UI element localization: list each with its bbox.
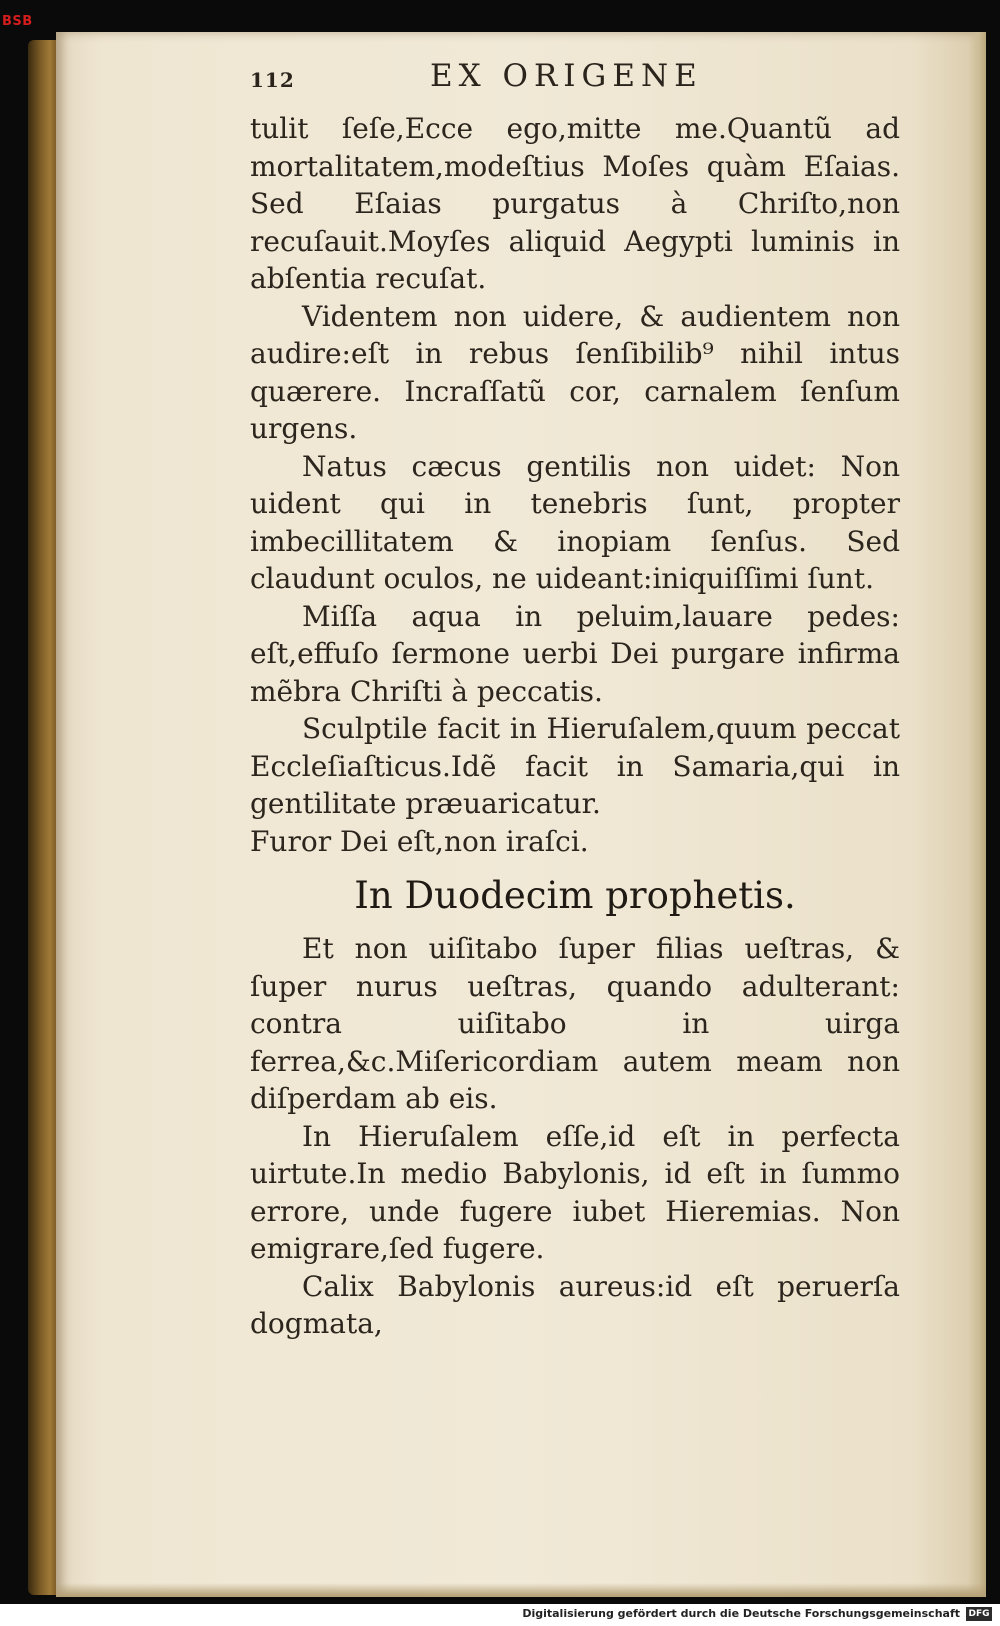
paragraph-6: Furor Dei eſt,non iraſci. [250,824,589,858]
paragraph-1: tulit ſeſe,Ecce ego,mitte me.Quantũ ad mortalitatem,modeſtius Moſes quàm Eſaias. Sed Eſaias purgatus à Chriſto,non recuſauit.Moyſes aliquid Aegypti luminis in abſentia recuſat. [250,112,900,295]
page-number: 112 [250,68,295,92]
page-edge-right [968,32,986,1597]
footer-bar [0,1604,1000,1626]
bsb-logo: BSB [2,14,33,29]
body-text [250,110,900,1343]
dfg-logo: DFG [966,1607,992,1621]
section-heading: In Duodecim prophetis. [354,874,796,917]
page-header [250,58,890,98]
paragraph-8: In Hieruſalem eſſe,id eſt in perfecta uirtute.In medio Babylonis, id eſt in ſummo errore, unde fugere iubet Hieremias. Non emigrare,ſed fugere. [250,1119,900,1265]
paragraph-5: Sculptile facit in Hieruſalem,quum peccat Eccleſiaſticus.Idẽ facit in Samaria,qui in gentilitate præuaricatur. [250,712,900,820]
paragraph-7: Et non uiſitabo ſuper filias ueſtras, & ſuper nurus ueſtras, quando adulterant: contra uiſitabo in uirga ferrea,&c.Miſericordiam autem meam non diſperdam ab eis. [250,932,900,1115]
paragraph-4: Miſſa aqua in peluim,lauare pedes: eſt,effuſo ſermone uerbi Dei purgare infirma mẽbra Chriſti à peccatis. [250,599,900,708]
page-edge-bottom [56,1583,986,1597]
paragraph-3: Natus cæcus gentilis non uidet: Non uident qui in tenebris ſunt, propter imbecillitatem & inopiam ſenſus. Sed claudunt oculos, ne uideant:iniquiſſimi ſunt. [250,449,900,595]
paragraph-9 [250,1268,900,1343]
funding-credit: Digitalisierung gefördert durch die Deutsche Forschungsgemeinschaft [522,1607,960,1620]
running-head: EX ORIGENE [430,58,703,94]
paragraph-2: Videntem non uidere, & audientem non audire:eſt in rebus ſenſibilib⁹ nihil intus quærere. Incraſſatũ cor, carnalem ſenſum urgens. [250,299,900,445]
paragraph-9-text: Calix Babylonis aureus:id eſt peruerſa dogmata, [250,1269,900,1340]
